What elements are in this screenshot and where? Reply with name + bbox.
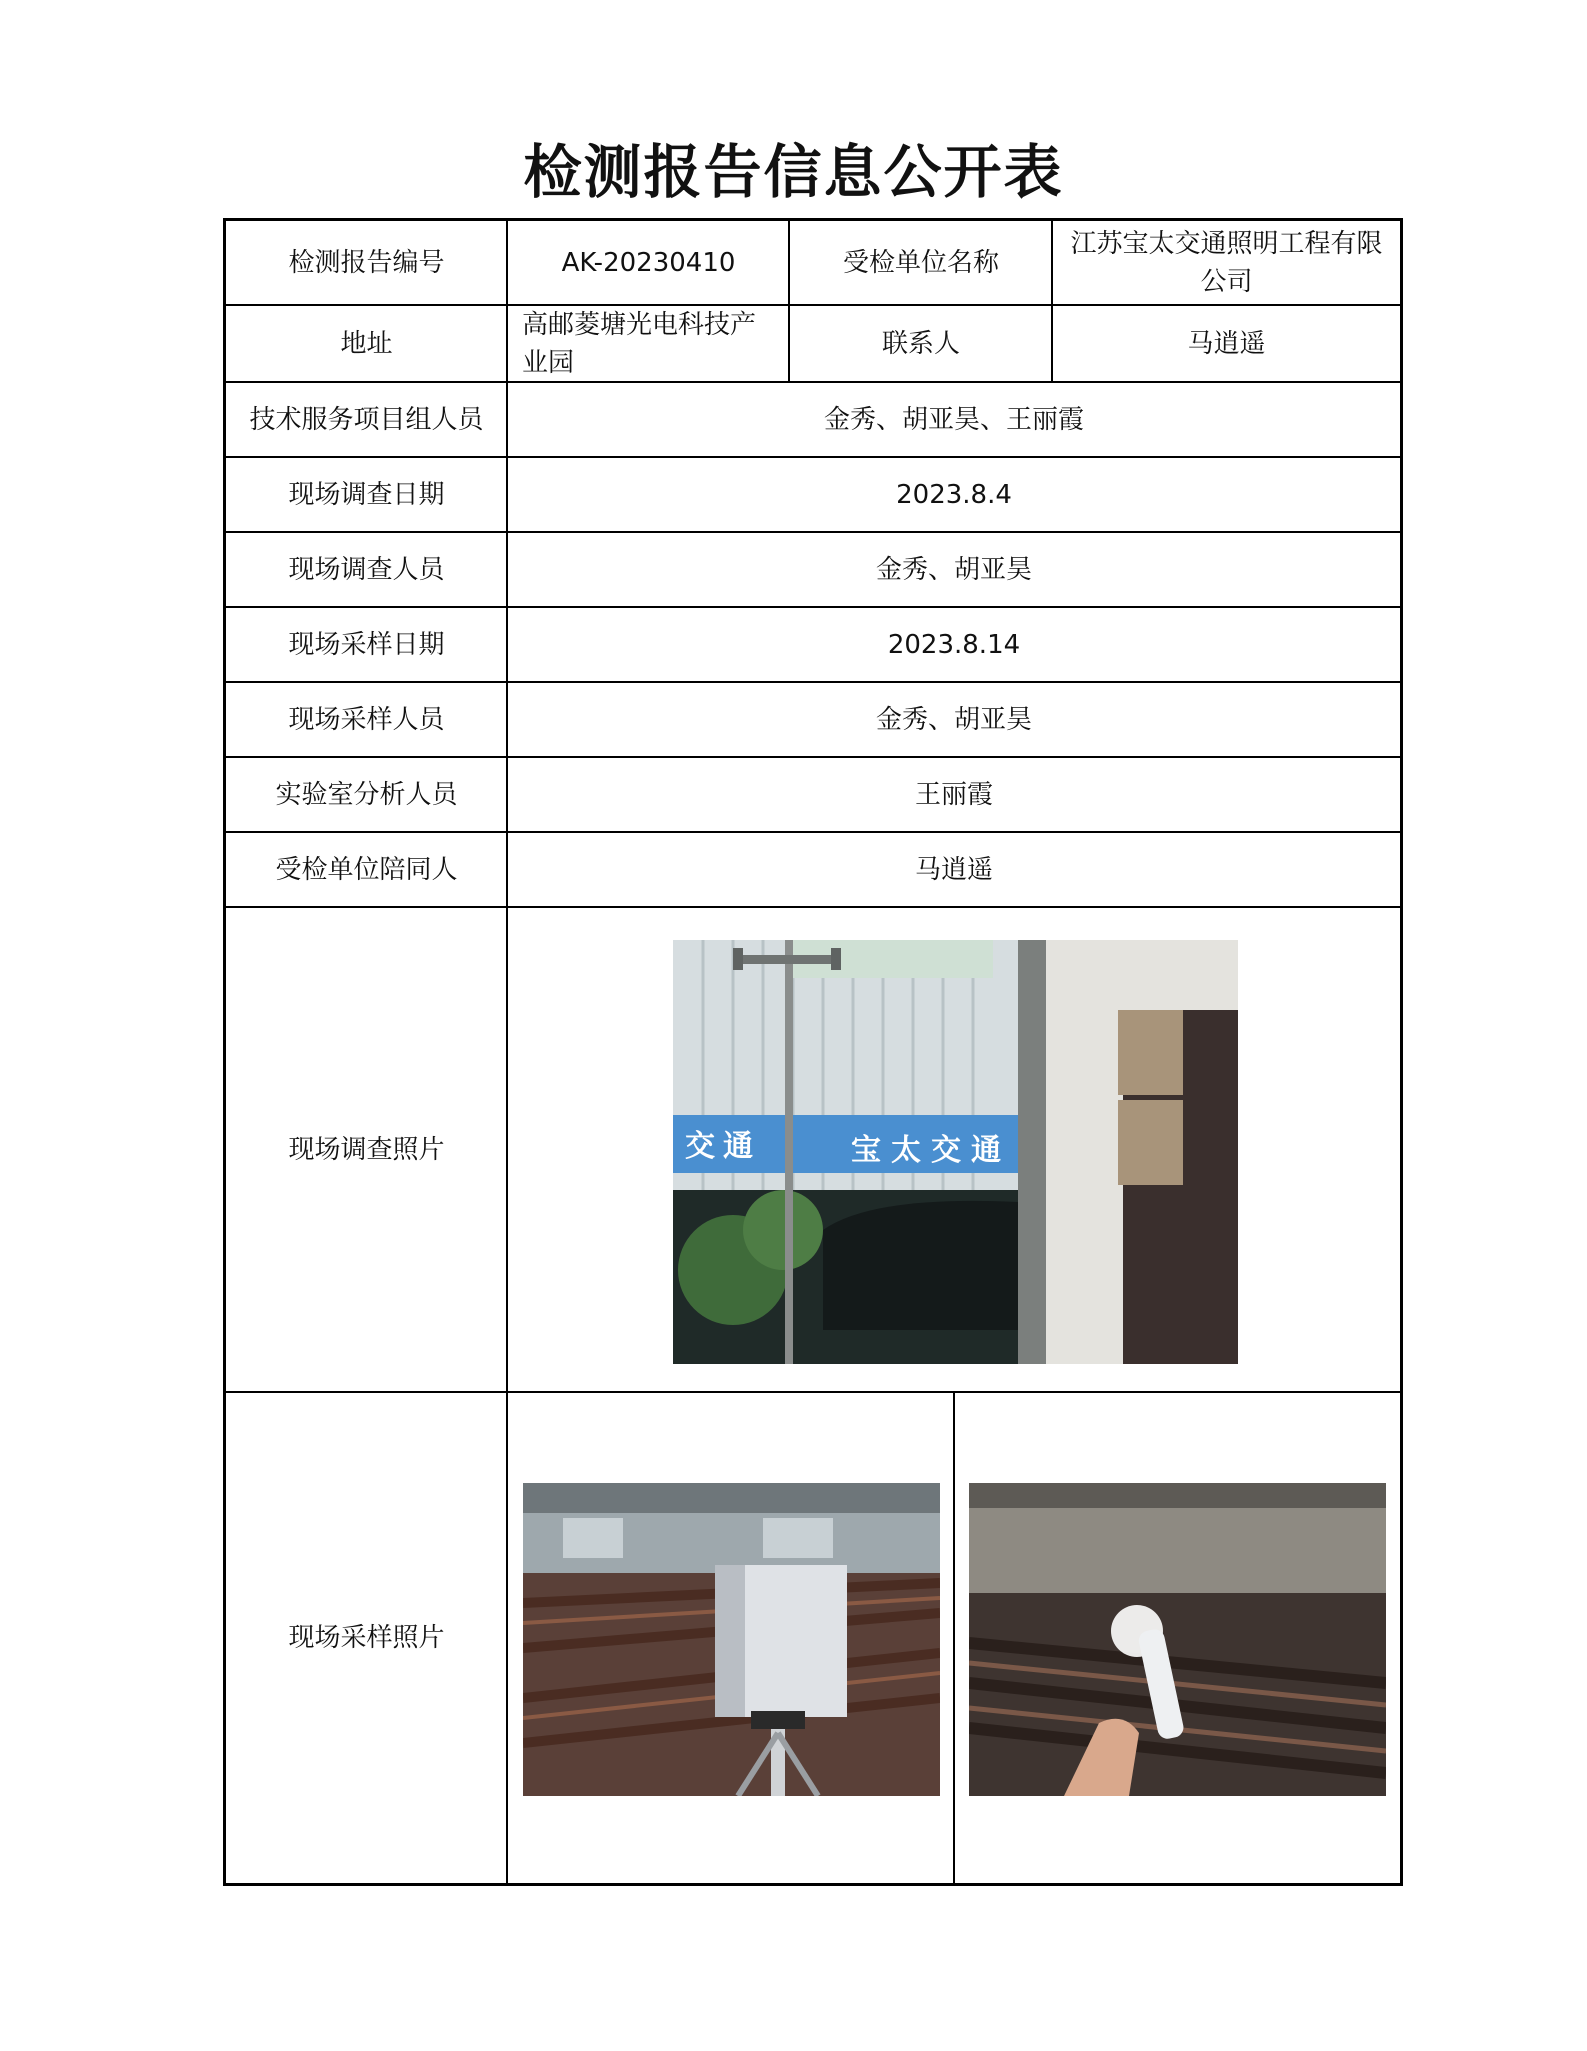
row-value: 金秀、胡亚昊、王丽霞 [823,405,1084,435]
row-label: 现场调查人员 [288,555,445,585]
report-no-label: 检测报告编号 [288,248,445,278]
contact-value: 马逍遥 [1187,329,1266,359]
sampling-photo-right [969,1483,1386,1796]
contact-label: 联系人 [881,329,960,359]
sign-char: 太 [891,1133,921,1168]
row-label: 现场调查日期 [288,480,445,510]
address-value: 高邮菱塘光电科技产业园 [522,310,757,378]
sign-char: 通 [971,1133,1001,1168]
sampling-photo-label: 现场采样照片 [288,1623,445,1653]
survey-photo [673,940,1238,1364]
sign-char: 交 [931,1133,961,1168]
survey-photo-label: 现场调查照片 [288,1135,445,1165]
report-no-value: AK-20230410 [561,248,736,278]
sampling-photo-left [523,1483,940,1796]
sign-char: 交 [685,1129,715,1164]
info-table [223,218,1403,1886]
sign-char: 通 [723,1129,753,1164]
row-label: 实验室分析人员 [275,780,458,810]
unit-name-value: 江苏宝太交通照明工程有限公司 [1070,229,1383,297]
unit-name-label: 受检单位名称 [842,248,999,278]
row-label: 受检单位陪同人 [275,855,458,885]
row-value: 金秀、胡亚昊 [875,555,1032,585]
row-value: 2023.8.4 [896,480,1012,510]
row-label: 现场采样日期 [288,630,445,660]
row-value: 王丽霞 [914,780,993,810]
row-value: 马逍遥 [914,855,993,885]
address-label: 地址 [340,329,393,359]
row-label: 现场采样人员 [288,705,445,735]
row-value: 2023.8.14 [887,630,1021,660]
row-value: 金秀、胡亚昊 [875,705,1032,735]
row-label: 技术服务项目组人员 [249,405,484,435]
page-title: 检测报告信息公开表 [523,138,1064,206]
sign-char: 宝 [851,1133,881,1168]
